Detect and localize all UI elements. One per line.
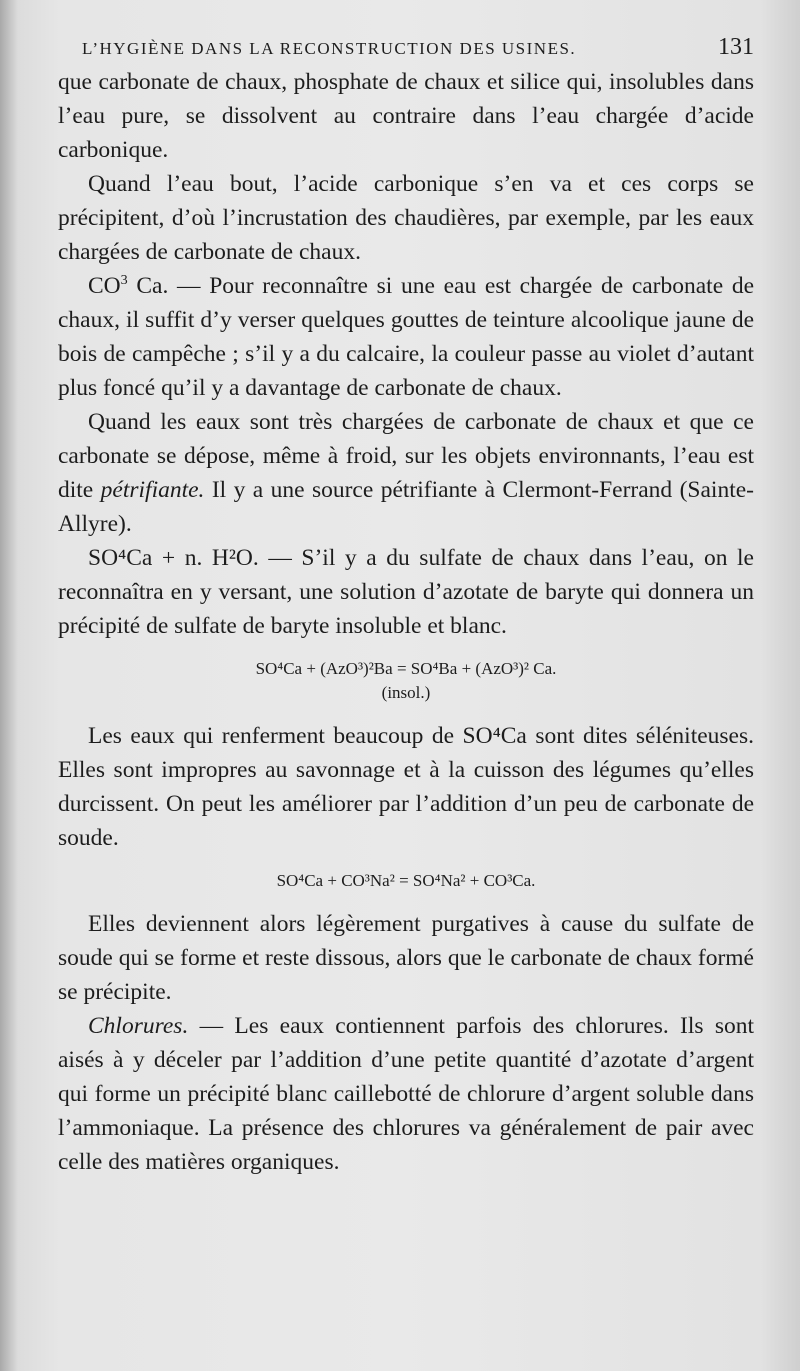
paragraph-7: Elles deviennent alors légèrement purgatives à cause du sulfate de soude qui se forme et reste dissous, alors que le carbonate de chaux formé se précipite.: [58, 911, 754, 1005]
paragraph-4-text-a: Quand les eaux sont très chargées de carbonate de chaux et que ce carbonate se dépose, même à froid, sur les objets environnants, l’eau est dite: [58, 409, 754, 503]
paragraph-8: [58, 1009, 754, 1179]
running-header: [82, 34, 754, 61]
paragraph-1: que carbonate de chaux, phosphate de chaux et silice qui, insolubles dans l’eau pure, se dissolvent au contraire dans l’eau chargée d’acide carbonique.: [58, 69, 754, 163]
paragraph-2: Quand l’eau bout, l’acide carbonique s’en va et ces corps se précipitent, d’où l’incrustation des chaudières, par exemple, par les eaux chargées de carbonate de chaux.: [58, 171, 754, 265]
paragraph-3: [58, 269, 754, 405]
page-number: 131: [718, 34, 754, 60]
equation-2-line: SO⁴Ca + CO³Na² = SO⁴Na² + CO³Ca.: [276, 871, 536, 890]
equation-1: [58, 657, 754, 705]
paragraph-5-text: S’il y a du sulfate de chaux dans l’eau, on le reconnaîtra en y versant, une solution d’azotate de baryte qui donnera un précipité de sulfate de baryte insoluble et blanc.: [58, 545, 754, 639]
equation-1-note: (insol.): [381, 683, 431, 702]
equation-2: [58, 869, 754, 893]
term-petrifiante: pétrifiante.: [100, 477, 205, 503]
paragraph-5: [58, 541, 754, 643]
paragraph-8-text: — Les eaux contiennent parfois des chlorures. Ils sont aisés à y déceler par l’addition d’une petite quantité d’azotate d’argent qui forme un précipité blanc caillebotté de chlorure d’argent soluble dans l’ammoniaque. La présence des chlorures va généralement de pair avec celle des matières organiques.: [58, 1013, 754, 1175]
paragraph-3-text: Pour reconnaître si une eau est chargée de carbonate de chaux, il suffit d’y verser quelques gouttes de teinture alcoolique jaune de bois de campêche ; s’il y a du calcaire, la couleur passe au violet d’autant plus foncé qu’il y a davantage de carbonate de chaux.: [58, 273, 754, 401]
paragraph-4-text-b: Il y a une source pétrifiante à Clermont-Ferrand (Sainte-Allyre).: [58, 477, 754, 537]
running-title: L’HYGIÈNE DANS LA RECONSTRUCTION DES USINES.: [82, 39, 577, 58]
section-chlorures: Chlorures.: [88, 1013, 189, 1039]
paragraph-6: Les eaux qui renferment beaucoup de SO⁴Ca sont dites séléniteuses. Elles sont impropres au savonnage et à la cuisson des légumes qu’elles durcissent. On peut les améliorer par l’addition d’un peu de carbonate de soude.: [58, 723, 754, 851]
paragraph-4: [58, 405, 754, 541]
equation-1-line: SO⁴Ca + (AzO³)²Ba = SO⁴Ba + (AzO³)² Ca.: [255, 659, 557, 678]
formula-so4ca-h2o: SO⁴Ca + n. H²O. —: [88, 545, 302, 571]
formula-co3ca: $CO^3$ Ca. —: [88, 272, 210, 299]
